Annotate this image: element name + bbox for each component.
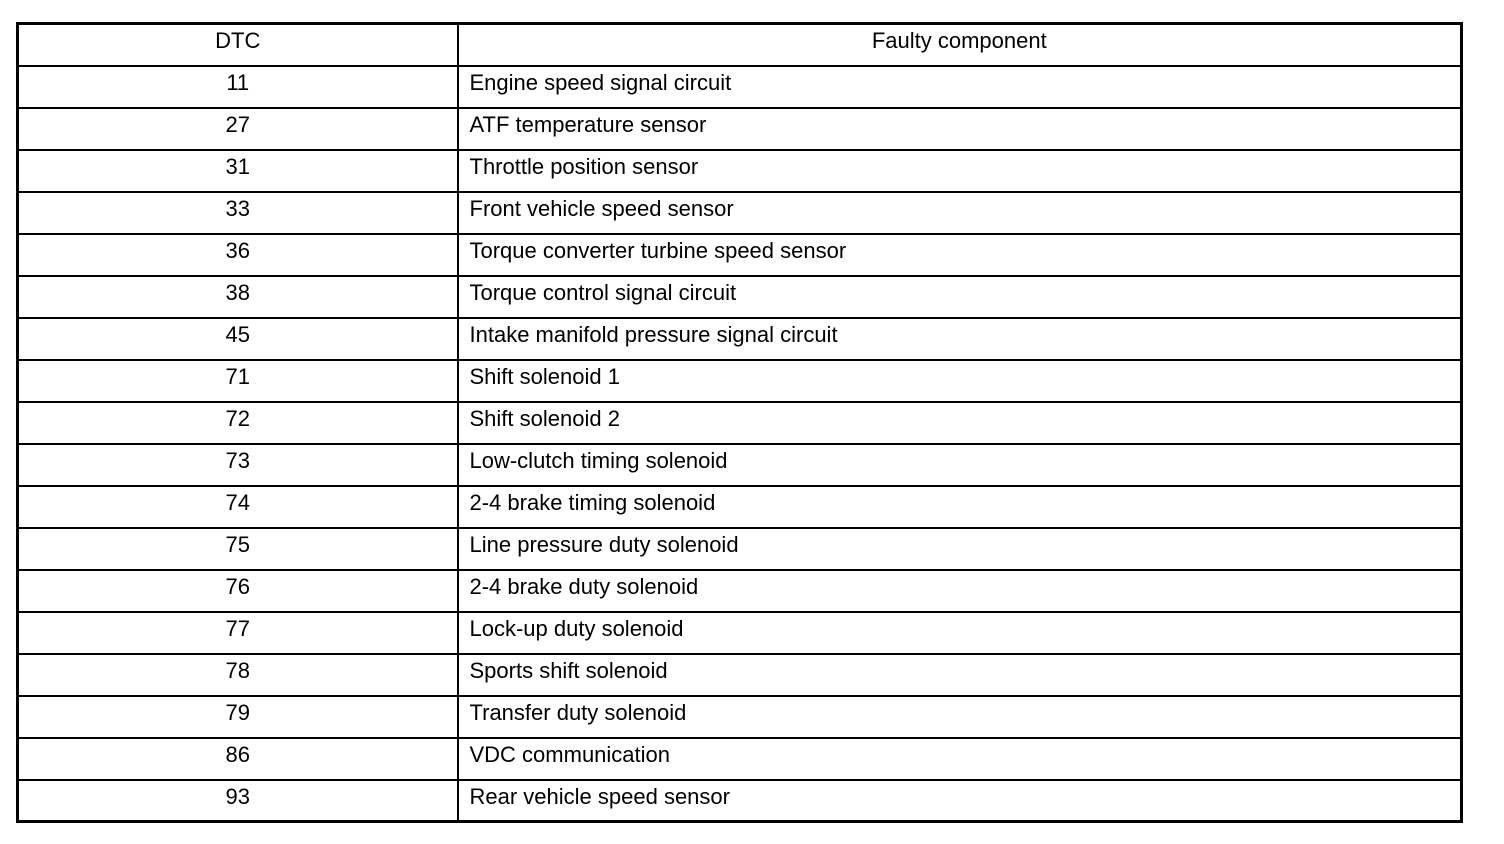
- dtc-code-cell: 38: [18, 276, 458, 318]
- faulty-component-cell: Sports shift solenoid: [458, 654, 1462, 696]
- dtc-code-cell: 79: [18, 696, 458, 738]
- table-row: [18, 192, 1462, 234]
- dtc-code-cell: 33: [18, 192, 458, 234]
- dtc-code-cell: 45: [18, 318, 458, 360]
- dtc-code-cell: 75: [18, 528, 458, 570]
- dtc-code-cell: 86: [18, 738, 458, 780]
- faulty-component-cell: VDC communication: [458, 738, 1462, 780]
- dtc-code-cell: 76: [18, 570, 458, 612]
- table-row: [18, 528, 1462, 570]
- faulty-component-cell: Rear vehicle speed sensor: [458, 780, 1462, 822]
- faulty-component-cell: 2-4 brake timing solenoid: [458, 486, 1462, 528]
- table-row: [18, 276, 1462, 318]
- table-row: [18, 696, 1462, 738]
- dtc-code-cell: 77: [18, 612, 458, 654]
- dtc-code-cell: 93: [18, 780, 458, 822]
- faulty-component-cell: Intake manifold pressure signal circuit: [458, 318, 1462, 360]
- faulty-component-cell: Front vehicle speed sensor: [458, 192, 1462, 234]
- faulty-component-cell: Shift solenoid 2: [458, 402, 1462, 444]
- faulty-component-cell: Shift solenoid 1: [458, 360, 1462, 402]
- table-row: [18, 612, 1462, 654]
- faulty-component-cell: ATF temperature sensor: [458, 108, 1462, 150]
- table-row: [18, 108, 1462, 150]
- dtc-column-header: DTC: [18, 24, 458, 66]
- table-row: [18, 318, 1462, 360]
- faulty-component-cell: 2-4 brake duty solenoid: [458, 570, 1462, 612]
- faulty-component-cell: Torque converter turbine speed sensor: [458, 234, 1462, 276]
- dtc-code-cell: 36: [18, 234, 458, 276]
- table-body: [18, 66, 1462, 822]
- dtc-code-cell: 31: [18, 150, 458, 192]
- table-row: [18, 654, 1462, 696]
- faulty-component-cell: Line pressure duty solenoid: [458, 528, 1462, 570]
- faulty-component-cell: Torque control signal circuit: [458, 276, 1462, 318]
- dtc-table: [16, 22, 1463, 823]
- faulty-component-cell: Throttle position sensor: [458, 150, 1462, 192]
- dtc-code-cell: 73: [18, 444, 458, 486]
- dtc-code-cell: 11: [18, 66, 458, 108]
- dtc-code-cell: 74: [18, 486, 458, 528]
- dtc-code-cell: 27: [18, 108, 458, 150]
- table-row: [18, 738, 1462, 780]
- table-row: [18, 444, 1462, 486]
- table-header-row: [18, 24, 1462, 66]
- table-row: [18, 66, 1462, 108]
- faulty-component-cell: Low-clutch timing solenoid: [458, 444, 1462, 486]
- dtc-code-cell: 71: [18, 360, 458, 402]
- faulty-component-column-header: Faulty component: [458, 24, 1462, 66]
- table-row: [18, 360, 1462, 402]
- faulty-component-cell: Transfer duty solenoid: [458, 696, 1462, 738]
- table-row: [18, 486, 1462, 528]
- table-row: [18, 780, 1462, 822]
- table-row: [18, 150, 1462, 192]
- dtc-code-cell: 72: [18, 402, 458, 444]
- table-row: [18, 234, 1462, 276]
- table-row: [18, 570, 1462, 612]
- faulty-component-cell: Lock-up duty solenoid: [458, 612, 1462, 654]
- table-row: [18, 402, 1462, 444]
- faulty-component-cell: Engine speed signal circuit: [458, 66, 1462, 108]
- dtc-code-cell: 78: [18, 654, 458, 696]
